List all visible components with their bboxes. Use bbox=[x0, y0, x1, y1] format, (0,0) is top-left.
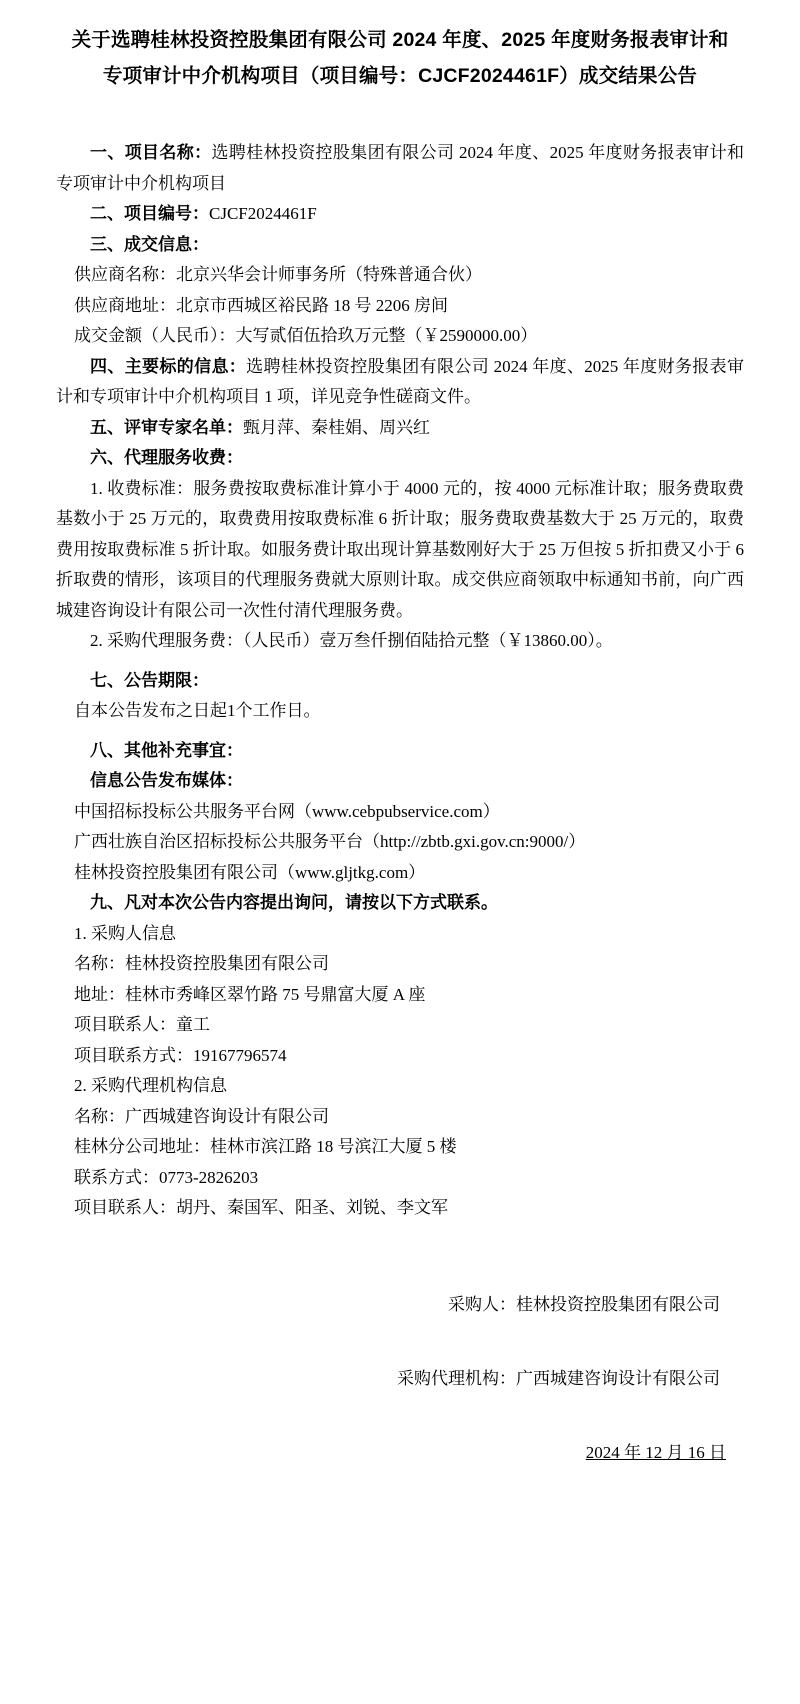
page-title-line-1: 关于选聘桂林投资控股集团有限公司 2024 年度、2025 年度财务报表审计和 bbox=[71, 29, 729, 51]
award-supplier-name: 供应商名称：北京兴华会计师事务所（特殊普通合伙） bbox=[74, 265, 482, 284]
document-body bbox=[56, 138, 744, 1224]
section-media-label: 信息公告发布媒体： bbox=[90, 771, 243, 790]
spacer bbox=[56, 727, 744, 736]
signature-date bbox=[56, 1438, 744, 1468]
media-cebpubservice: 中国招标投标公共服务平台网（www.cebpubservice.com） bbox=[74, 801, 500, 821]
media-gljtkg: 桂林投资控股集团有限公司（www.gljtkg.com） bbox=[74, 862, 426, 882]
section-project-number bbox=[56, 199, 744, 230]
section-project-name bbox=[56, 138, 744, 199]
signature-date-text: 2024 年 12 月 16 日 bbox=[585, 1442, 726, 1462]
section-experts-text: 甄月萍、秦桂娟、周兴红 bbox=[243, 417, 430, 437]
buyer-name: 名称：桂林投资控股集团有限公司 bbox=[74, 954, 329, 973]
notice-period-text: 自本公告发布之日起1个工作日。 bbox=[74, 701, 321, 720]
signature-buyer: 采购人：桂林投资控股集团有限公司 bbox=[448, 1294, 720, 1314]
section-main-subject bbox=[56, 352, 744, 413]
agency-fee-standard: 1. 收费标准：服务费按取费标准计算小于 4000 元的，按 4000 元标准计取；服务费取费基数小于 25 万元的，取费费用按取费标准 6 折计取；服务费取费基数大于 25 万元的，取费费用按取费标准 5 折计取。如服务费计取出现计算基数刚好大于 25 万但按 5 折扣费又小于 6 折取费的情形，该项目的代理服务费就大原则计取。成交供应商领取中标通知书前，向广西城建咨询设计有限公司一次性付清代理服务费。 bbox=[56, 478, 744, 620]
page-title-line-2: 专项审计中介机构项目（项目编号：CJCF2024461F）成交结果公告 bbox=[102, 65, 698, 87]
agent-contact-persons: 项目联系人：胡丹、秦国军、阳圣、刘锐、李文军 bbox=[74, 1198, 448, 1217]
section-notice-period-label: 七、公告期限： bbox=[90, 670, 209, 690]
agency-fee-amount: 2. 采购代理服务费：（人民币）壹万叁仟捌佰陆拾元整（￥13860.00）。 bbox=[90, 631, 613, 650]
spacer bbox=[56, 657, 744, 666]
media-gxi-zbtb: 广西壮族自治区招标投标公共服务平台（http://zbtb.gxi.gov.cn:9000/） bbox=[74, 832, 586, 851]
section-project-name-label: 一、项目名称： bbox=[90, 143, 212, 162]
section-project-number-label: 二、项目编号： bbox=[90, 204, 209, 223]
buyer-info-title: 1. 采购人信息 bbox=[74, 923, 176, 943]
section-main-subject-label: 四、主要标的信息： bbox=[90, 356, 247, 376]
agent-name: 名称：广西城建咨询设计有限公司 bbox=[74, 1106, 329, 1126]
agent-branch-address: 桂林分公司地址：桂林市滨江路 18 号滨江大厦 5 楼 bbox=[74, 1137, 457, 1156]
section-experts bbox=[56, 413, 744, 444]
buyer-contact-person: 项目联系人：童工 bbox=[74, 1015, 210, 1034]
section-award-info-label: 三、成交信息： bbox=[90, 234, 209, 254]
section-experts-label: 五、评审专家名单： bbox=[90, 417, 243, 437]
signature-agent: 采购代理机构：广西城建咨询设计有限公司 bbox=[397, 1368, 720, 1388]
page-title bbox=[56, 22, 744, 94]
agent-info-title: 2. 采购代理机构信息 bbox=[74, 1076, 227, 1095]
section-other-matters-label: 八、其他补充事宜： bbox=[90, 740, 243, 760]
buyer-address: 地址：桂林市秀峰区翠竹路 75 号鼎富大厦 A 座 bbox=[74, 984, 426, 1004]
section-contact-label: 九、凡对本次公告内容提出询问，请按以下方式联系。 bbox=[90, 893, 498, 912]
section-project-name-text: 选聘桂林投资控股集团有限公司 2024 年度、2025 年度财务报表审计和专项审计中介机构项目 bbox=[56, 143, 745, 193]
award-amount: 成交金额（人民币）：大写贰佰伍拾玖万元整（￥2590000.00） bbox=[74, 326, 538, 345]
section-main-subject-text: 选聘桂林投资控股集团有限公司 2024 年度、2025 年度财务报表审计和专项审计中介机构项目 1 项，详见竞争性磋商文件。 bbox=[56, 356, 745, 406]
signature-block bbox=[56, 1290, 744, 1468]
buyer-contact-phone: 项目联系方式：19167796574 bbox=[74, 1045, 287, 1065]
section-project-number-text: CJCF2024461F bbox=[209, 204, 317, 223]
award-supplier-address: 供应商地址：北京市西城区裕民路 18 号 2206 房间 bbox=[74, 295, 448, 315]
section-agency-fee-label: 六、代理服务收费： bbox=[90, 448, 243, 467]
agent-contact-phone: 联系方式：0773-2826203 bbox=[74, 1167, 259, 1187]
